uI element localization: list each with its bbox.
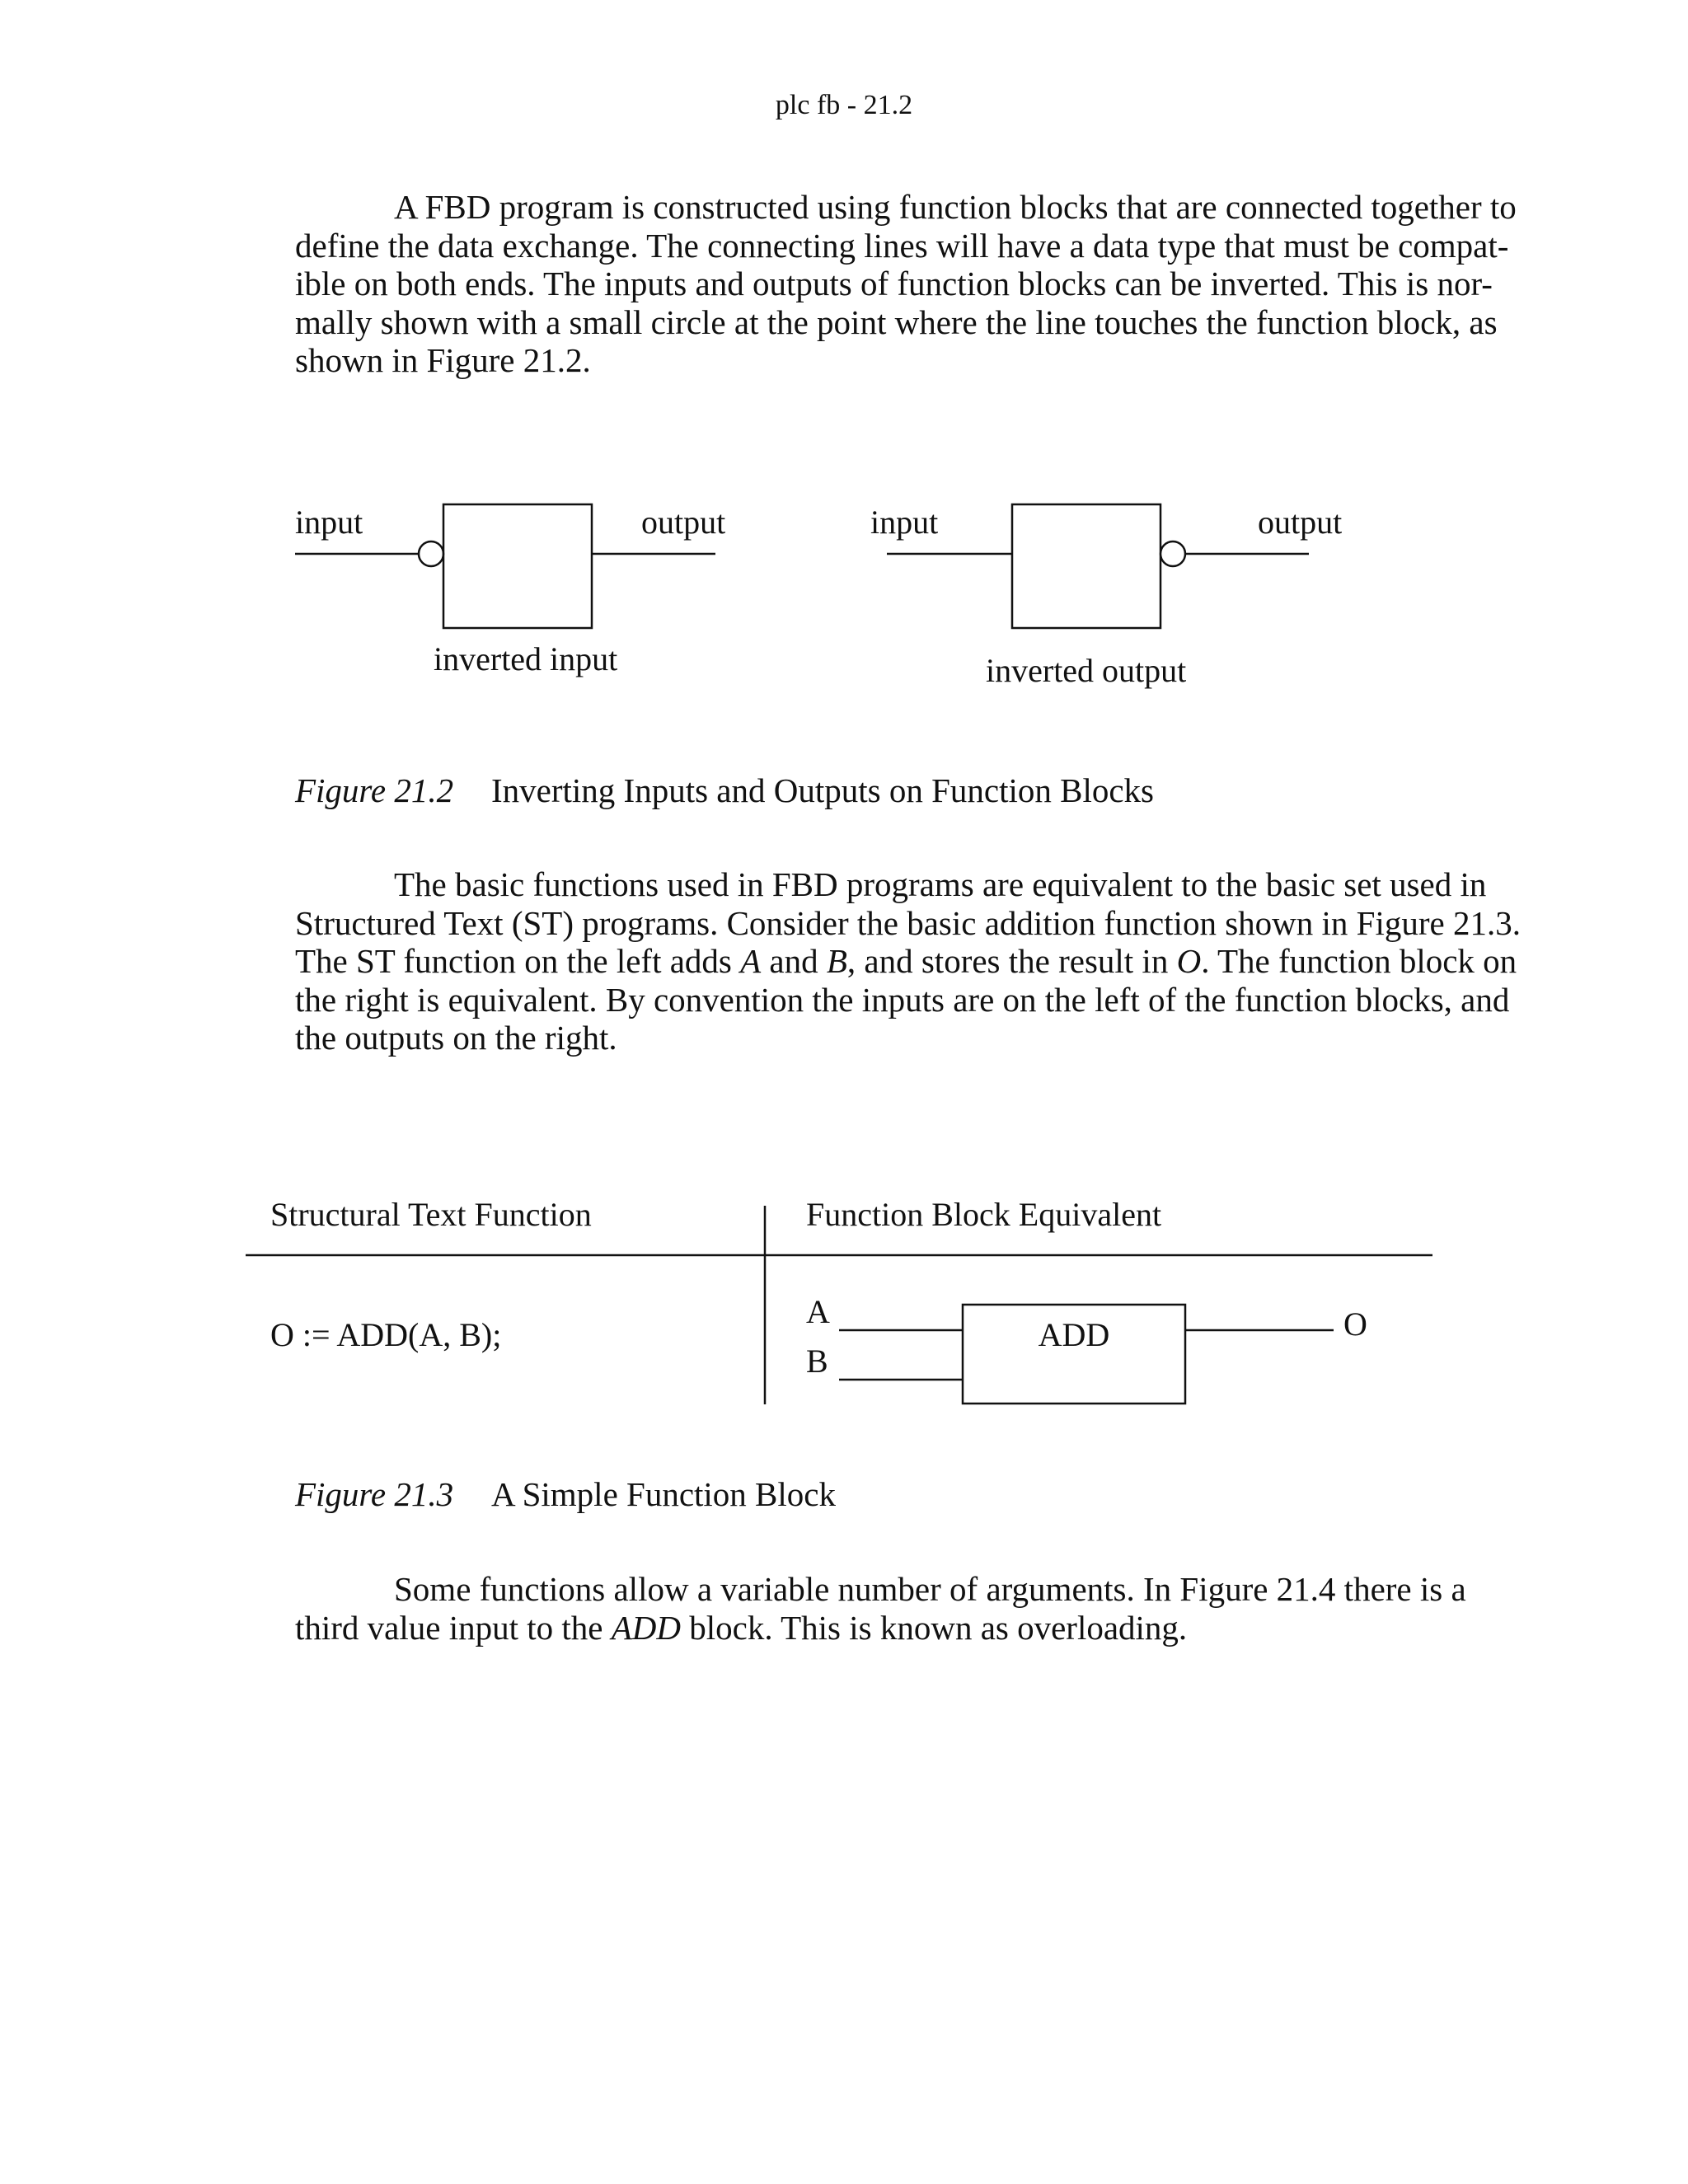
variable-a: A (740, 942, 762, 980)
text-run: , and stores the result in (846, 942, 1177, 980)
figure-number: Figure 21.3 (295, 1475, 454, 1513)
inversion-circle (419, 541, 443, 566)
variable-o: O (1176, 942, 1202, 980)
figure-title: A Simple Function Block (491, 1475, 836, 1513)
input-a-label: A (806, 1293, 830, 1330)
add-block-label: ADD (1038, 1316, 1110, 1353)
left-input-label: input (295, 504, 363, 541)
figure-caption (295, 1474, 836, 1514)
figure-title: Inverting Inputs and Outputs on Function Blocks (491, 771, 1155, 809)
left-function-block (443, 504, 592, 628)
paragraph-line (295, 1609, 1475, 1647)
paragraph-basic-functions (295, 865, 1521, 1057)
paragraph-line: define the data exchange. The connecting lines will have a data type that must be compat- (295, 226, 1509, 265)
paragraph-line: A FBD program is constructed using function blocks that are connected together to (394, 188, 1517, 226)
right-function-block (1012, 504, 1160, 628)
paragraph-line: The basic functions used in FBD programs are equivalent to the basic set used in (394, 865, 1487, 903)
paragraph-overloading (295, 1570, 1475, 1647)
text-run: The ST function on the left adds (295, 942, 741, 980)
text-run: and (761, 942, 827, 980)
paragraph-line: ible on both ends. The inputs and outputs of function blocks can be inverted. This is nor- (295, 265, 1493, 302)
text-run: block. This is known as overloading. (681, 1608, 1188, 1647)
right-input-label: input (870, 504, 939, 541)
paragraph-line: Some functions allow a variable number of arguments. In Figure 21.4 there is a (394, 1570, 1466, 1608)
left-output-label: output (641, 504, 726, 541)
text-run: . The function block on (1201, 942, 1517, 980)
figure-caption (295, 771, 1154, 810)
input-b-label: B (806, 1343, 828, 1380)
inverted-output-caption: inverted output (986, 652, 1187, 689)
paragraph-line: mally shown with a small circle at the point where the line touches the function block, as (295, 302, 1498, 341)
table-header-left: Structural Text Function (270, 1196, 592, 1233)
inverted-input-caption: inverted input (434, 640, 618, 677)
paragraph-line: shown in Figure 21.2. (295, 341, 591, 379)
right-output-label: output (1258, 504, 1343, 541)
output-o-label: O (1343, 1305, 1367, 1343)
figure-number: Figure 21.2 (295, 771, 454, 809)
paragraph-line: Structured Text (ST) programs. Consider the basic addition function shown in Figure 21.3. (295, 903, 1521, 942)
variable-add: ADD (611, 1608, 681, 1647)
paragraph-line: the right is equivalent. By convention the inputs are on the left of the function blocks, and (295, 980, 1510, 1019)
table-header-right: Function Block Equivalent (806, 1196, 1162, 1233)
st-code: O := ADD(A, B); (270, 1316, 502, 1353)
running-header: plc fb - 21.2 (775, 90, 913, 120)
text-run: third value input to the (295, 1608, 612, 1647)
paragraph-line: the outputs on the right. (295, 1019, 617, 1057)
variable-b: B (826, 942, 847, 980)
paragraph-line (295, 942, 1517, 981)
inversion-circle (1160, 541, 1185, 566)
